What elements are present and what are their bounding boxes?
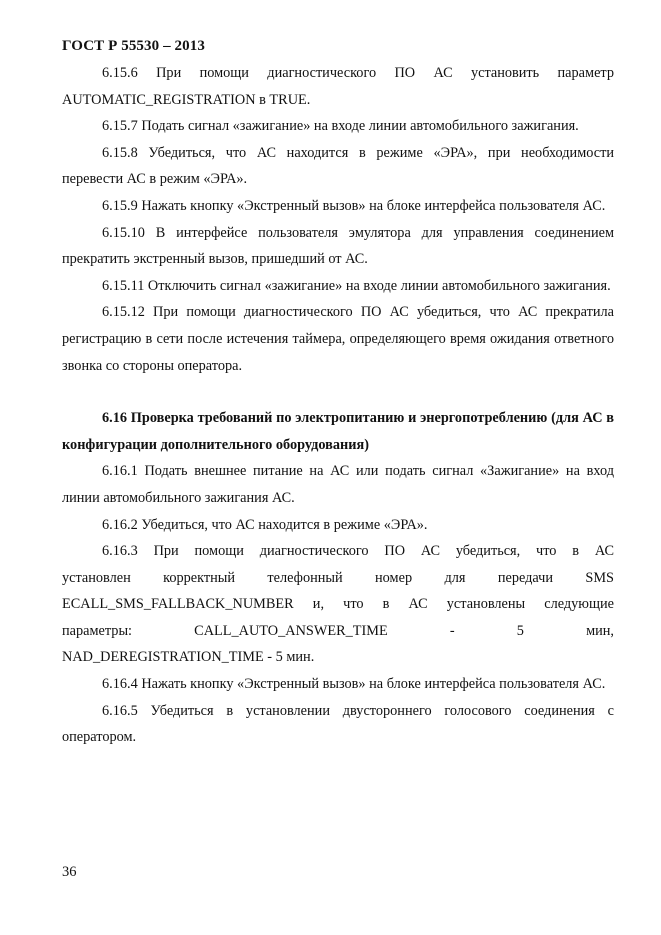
paragraph-6-16-3-line: параметры: CALL_AUTO_ANSWER_TIME - 5 мин, <box>62 622 614 639</box>
paragraph-6-15-7: 6.15.7 Подать сигнал «зажигание» на входе линии автомобильного зажигания. <box>102 118 579 135</box>
section-heading-6-16: 6.16 Проверка требований по электропитанию и энергопотреблению (для АС в конфигурации дополнительного оборудования) <box>62 410 614 453</box>
paragraph-6-16-3-line: NAD_DEREGISTRATION_TIME - 5 мин. <box>62 649 315 666</box>
paragraph-6-15-11: 6.15.11 Отключить сигнал «зажигание» на входе линии автомобильного зажигания. <box>102 277 611 294</box>
paragraph-6-16-3-line: 6.16.3 При помощи диагностического ПО АС убедиться, что в АС <box>102 543 614 560</box>
paragraph-6-16-3-line: ECALL_SMS_FALLBACK_NUMBER и, что в АС установлены следующие <box>62 596 614 613</box>
paragraph-6-16-4: 6.16.4 Нажать кнопку «Экстренный вызов» на блоке интерфейса пользователя АС. <box>102 676 606 693</box>
paragraph-6-16-3-line: установлен корректный телефонный номер для передачи SMS <box>62 569 614 586</box>
document-body <box>62 60 614 751</box>
paragraph-6-15-8: 6.15.8 Убедиться, что АС находится в режиме «ЭРА», при необходимости перевести АС в режим «ЭРА». <box>62 144 614 188</box>
paragraph-6-16-5: 6.16.5 Убедиться в установлении двустороннего голосового соединения с оператором. <box>62 702 614 746</box>
paragraph-6-16-3 <box>62 538 614 671</box>
page-number: 36 <box>62 864 77 880</box>
paragraph-6-15-10: 6.15.10 В интерфейсе пользователя эмулятора для управления соединением прекратить экстренный вызов, пришедший от АС. <box>62 224 614 268</box>
paragraph-6-15-9: 6.15.9 Нажать кнопку «Экстренный вызов» на блоке интерфейса пользователя АС. <box>102 197 606 214</box>
paragraph-6-15-12: 6.15.12 При помощи диагностического ПО АС убедиться, что АС прекратила регистрацию в сети после истечения таймера, определяющего время ожидания ответного звонка со стороны оператора. <box>62 304 614 374</box>
paragraph-6-16-1: 6.16.1 Подать внешнее питание на АС или подать сигнал «Зажигание» на вход линии автомобильного зажигания АС. <box>62 463 614 506</box>
section-spacer <box>62 379 614 405</box>
paragraph-6-16-2: 6.16.2 Убедиться, что АС находится в режиме «ЭРА». <box>102 516 428 533</box>
paragraph-6-15-6: 6.15.6 При помощи диагностического ПО АС установить параметр AUTOMATIC_REGISTRATION в TRUE. <box>62 65 614 108</box>
document-header: ГОСТ Р 55530 – 2013 <box>62 38 205 54</box>
